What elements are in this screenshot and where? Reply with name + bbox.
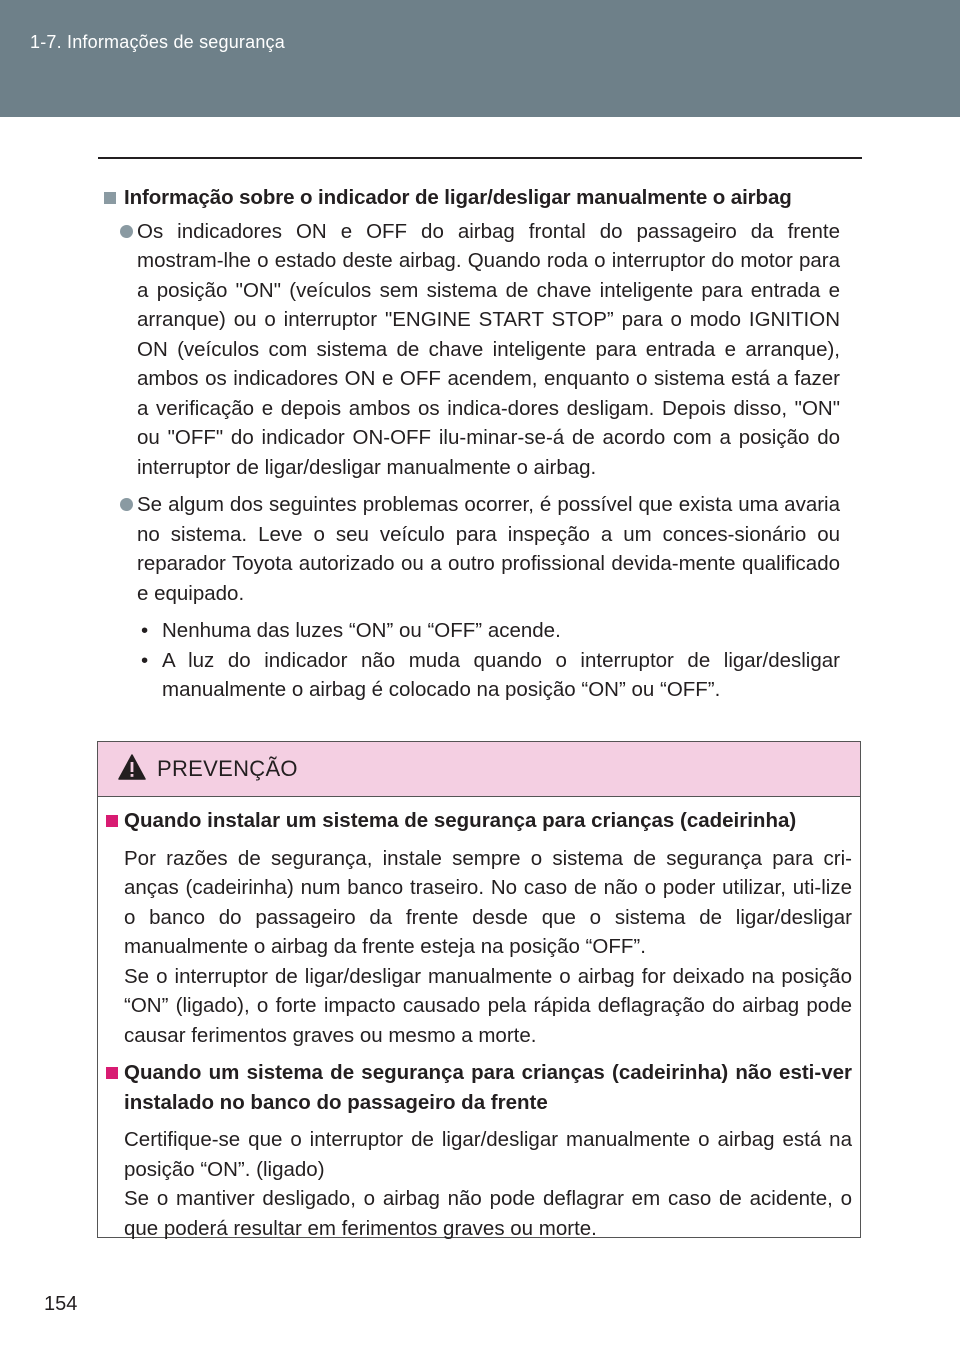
- warning-title: PREVENÇÃO: [157, 756, 298, 781]
- info-bullet-text: Os indicadores ON e OFF do airbag frontal do passageiro da frente mostram-lhe o estado deste airbag. Quando roda o interruptor do motor para a posição "ON" (veículos sem sistema de chave inteligente para entrada e arranque) ou o interruptor "ENGINE START STOP” para o modo IGNITION ON (veículos com sistema de chave inteligente para entrada e arranque), ambos os indicadores ON e OFF acendem, enquanto o sistema está a fazer a verificação e depois ambos os indica-dores desligam. Depois disso, "ON" ou "OFF" do indicador ON-OFF ilu-minar-se-á de acordo com a posição do interruptor de ligar/desligar manualmente o airbag.: [137, 219, 840, 479]
- square-bullet-icon: [106, 815, 118, 827]
- info-heading: [104, 183, 840, 213]
- warning-heading: [106, 1058, 852, 1117]
- dot-marker-icon: •: [141, 619, 149, 642]
- info-bullet-text: Se algum dos seguintes problemas ocorrer, é possível que exista uma avaria no sistema. Leve o seu veículo para inspeção a um conces-sionário ou reparador Toyota autorizado ou a outro profissional devida-mente qualificado e equipado.: [137, 493, 840, 605]
- square-bullet-icon: [104, 192, 116, 204]
- info-bullet: [104, 490, 840, 608]
- info-subitem-text: Nenhuma das luzes “ON” ou “OFF” acende.: [162, 619, 561, 642]
- warning-triangle-icon: [118, 754, 146, 780]
- warning-header: [98, 742, 860, 797]
- warning-paragraph-text: Se o mantiver desligado, o airbag não pode deflagrar em caso de acidente, o que poderá resultar em ferimentos graves ou morte.: [124, 1187, 852, 1240]
- info-bullet: [104, 217, 840, 483]
- warning-paragraph-text: Por razões de segurança, instale sempre o sistema de segurança para cri-anças (cadeirinha) num banco traseiro. No caso de não o poder utilizar, uti-lize o banco do passageiro da frente desde que o sistema de ligar/desligar manualmente o airbag da frente esteja na posição “OFF”.: [124, 846, 852, 958]
- warning-heading-text: Quando instalar um sistema de segurança para crianças (cadeirinha): [124, 809, 797, 832]
- circle-bullet-icon: [120, 498, 133, 511]
- dot-marker-icon: •: [141, 648, 149, 672]
- circle-bullet-icon: [120, 225, 133, 238]
- warning-box: [97, 741, 861, 1238]
- page-number: 154: [44, 1293, 78, 1315]
- square-bullet-icon: [106, 1067, 118, 1079]
- info-subitem: [104, 646, 840, 705]
- section-label: 1-7. Informações de segurança: [30, 32, 285, 52]
- info-subitem: [104, 616, 840, 646]
- info-subitem-text: A luz do indicador não muda quando o interruptor de ligar/desligar manualmente o airbag é colocado na posição “ON” ou “OFF”.: [162, 648, 840, 701]
- warning-paragraph-text: Certifique-se que o interruptor de ligar/desligar manualmente o airbag está na posição “ON”. (ligado): [124, 1128, 852, 1181]
- top-divider: [98, 157, 862, 159]
- info-heading-text: Informação sobre o indicador de ligar/desligar manualmente o airbag: [124, 186, 792, 209]
- warning-heading: [106, 806, 852, 836]
- warning-paragraph: [106, 1125, 852, 1243]
- warning-paragraph-text: Se o interruptor de ligar/desligar manualmente o airbag for deixado na posição “ON” (ligado), o forte impacto causado pela rápida deflagração do airbag pode causar ferimentos graves ou mesmo a morte.: [124, 964, 852, 1047]
- warning-body: [98, 796, 860, 1251]
- warning-heading-text: Quando um sistema de segurança para crianças (cadeirinha) não esti-ver instalado no banco do passageiro da frente: [124, 1061, 852, 1114]
- header-band: [0, 0, 960, 117]
- info-section: [104, 183, 840, 705]
- warning-paragraph: [106, 844, 852, 1051]
